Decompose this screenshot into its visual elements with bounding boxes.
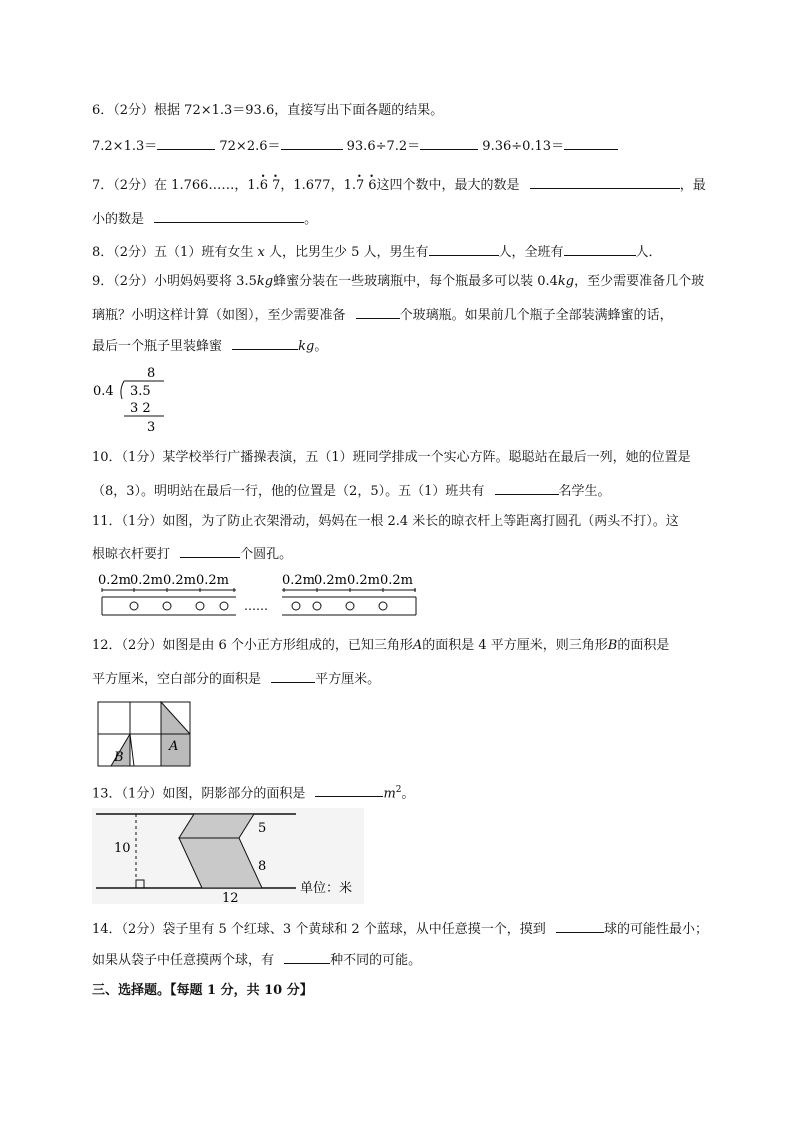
q13-text: 。: [401, 786, 415, 802]
unit-label: 单位：米: [300, 881, 353, 896]
dimension-line: [282, 588, 416, 592]
question-13: [92, 781, 415, 803]
q6-item-4: 9.36÷0.13＝: [482, 139, 565, 154]
question-12-line-2: [92, 669, 380, 689]
q11-text: 个圆孔。: [240, 547, 293, 562]
segment-label: 0.2m: [196, 573, 230, 588]
q12-text: 平方厘米，空白部分的面积是: [92, 672, 262, 687]
pole-right: [282, 597, 416, 615]
question-8: [92, 242, 662, 262]
answer-blank[interactable]: [356, 305, 400, 319]
q9-text: 蜂蜜分装在一些玻璃瓶中，每个瓶最多可以装 0.4: [273, 274, 558, 289]
q12-text: 12．（2分）如图是由 6 个小正方形组成的，已知三角形: [92, 638, 413, 653]
q12-text: 的面积是: [617, 638, 670, 653]
unit-m: m: [383, 786, 396, 802]
unit-kg: kg: [557, 274, 575, 289]
q14-text: 如果从袋子中任意摸两个球，有: [92, 953, 275, 968]
segment-label: 0.2m: [130, 573, 164, 588]
segment-label: 0.2m: [282, 573, 316, 588]
q7-text: 7．（2分）在 1.766……，1.: [92, 178, 260, 193]
q6-item-1: 7.2×1.3＝: [92, 139, 158, 154]
question-11-line-1: 11．（1分）如图，为了防止衣架滑动，妈妈在一根 2.4 米长的晾衣杆上等距离打圆孔（两头不打）。这: [92, 514, 679, 529]
squares-figure: [96, 700, 196, 770]
ellipsis: ……: [244, 599, 268, 613]
unit-kg: kg: [256, 274, 274, 289]
segment-label: 0.2m: [163, 573, 197, 588]
q7-text: 。: [304, 212, 318, 227]
question-11-line-2: [92, 544, 292, 564]
long-division-figure: [92, 364, 182, 438]
answer-blank[interactable]: [420, 136, 478, 150]
variable-x: x: [257, 245, 265, 260]
q14-text: 14．（2分）袋子里有 5 个红球、3 个黄球和 2 个蓝球，从中任意摸一个，摸到: [92, 922, 546, 937]
question-7-line-2: [92, 209, 317, 229]
label-middle: 8: [258, 859, 267, 874]
question-10-line-2: [92, 481, 611, 501]
q7-text: ，最: [679, 178, 706, 193]
unit-kg: kg: [298, 339, 315, 354]
answer-blank[interactable]: [154, 209, 304, 223]
answer-blank[interactable]: [180, 544, 240, 558]
question-6-items: [92, 136, 618, 156]
q6-item-3: 93.6÷7.2＝: [346, 139, 421, 154]
repeating-digit: • 7: [356, 178, 364, 193]
answer-blank[interactable]: [495, 481, 559, 495]
q14-text: 球的可能性最小；: [603, 922, 708, 937]
division-bracket: [121, 381, 124, 399]
question-6-stem: 6．（2分）根据 72×1.3＝93.6，直接写出下面各题的结果。: [92, 103, 444, 118]
question-12-line-1: [92, 637, 669, 655]
answer-blank[interactable]: [564, 136, 618, 150]
diagonal-line: [130, 734, 134, 766]
q9-text: 9．（2分）小明妈妈要将 3.5: [92, 274, 257, 289]
question-9-line-2: [92, 305, 673, 325]
answer-blank[interactable]: [232, 336, 298, 350]
q8-text: 人．: [635, 245, 662, 260]
segment-label: 0.2m: [380, 573, 414, 588]
q14-text: 种不同的可能。: [330, 953, 422, 968]
repeating-digit: • 6: [368, 178, 376, 193]
label-b: B: [114, 750, 124, 765]
question-14-line-2: [92, 950, 421, 970]
answer-blank[interactable]: [281, 136, 343, 150]
q8-text: 人，全班有: [498, 245, 564, 260]
superscript: 2: [395, 785, 402, 795]
q9-text: 璃瓶？小明这样计算（如图），至少需要准备: [92, 308, 346, 323]
label-base: 12: [222, 891, 239, 904]
question-9-line-3: [92, 336, 327, 356]
variable-b: B: [607, 638, 618, 653]
segment-label: 0.2m: [98, 573, 132, 588]
q7-text: ，1.677，1.: [280, 178, 356, 193]
label-top: 5: [258, 821, 267, 836]
q9-text: 最后一个瓶子里装蜂蜜: [92, 339, 223, 354]
segment-label: 0.2m: [314, 573, 348, 588]
division-product: 3 2: [130, 401, 151, 416]
dimension-line: [102, 588, 236, 592]
q6-item-2: 72×2.6＝: [219, 139, 281, 154]
division-remainder: 3: [147, 420, 156, 435]
answer-blank[interactable]: [530, 175, 680, 189]
segment-label: 0.2m: [347, 573, 381, 588]
q11-text: 根晾衣杆要打: [92, 547, 171, 562]
division-divisor: 0.4: [93, 384, 114, 399]
question-10-line-1: 10．（1分）某学校举行广播操表演，五（1）班同学排成一个实心方阵。聪聪站在最后一列，她的位置是: [92, 450, 691, 465]
label-height: 10: [114, 841, 131, 856]
division-quotient: 8: [147, 366, 156, 381]
q7-text: 小的数是: [92, 212, 145, 227]
q8-text: 8．（2分）五（1）班有女生: [92, 245, 254, 260]
q8-text: 人，比男生少 5 人，男生有: [268, 245, 429, 260]
q12-text: 的面积是 4 平方厘米，则三角形: [422, 638, 608, 653]
q9-text: 。: [314, 339, 328, 354]
parallelogram-figure: [92, 808, 364, 904]
variable-a: A: [412, 638, 423, 653]
q7-text: 这四个数中，最大的数是: [376, 178, 520, 193]
label-a: A: [169, 739, 179, 754]
answer-blank[interactable]: [284, 950, 330, 964]
q10-text: （8，3）。明明站在最后一行，他的位置是（2，5）。五（1）班共有: [92, 484, 485, 499]
q10-text: 名学生。: [558, 484, 611, 499]
answer-blank[interactable]: [157, 136, 215, 150]
q13-text: 13．（1分）如图，阴影部分的面积是: [92, 786, 306, 802]
repeating-digit: • 6: [260, 178, 268, 193]
q9-text: 个玻璃瓶。如果前几个瓶子全部装满蜂蜜的话，: [399, 308, 673, 323]
answer-blank[interactable]: [429, 242, 499, 256]
q12-text: 平方厘米。: [315, 672, 381, 687]
pole-left: [102, 597, 236, 615]
question-14-line-1: [92, 919, 708, 939]
answer-blank[interactable]: [564, 242, 636, 256]
answer-blank[interactable]: [556, 919, 604, 933]
question-7-line-1: [92, 175, 706, 195]
answer-blank[interactable]: [315, 783, 383, 797]
answer-blank[interactable]: [271, 669, 315, 683]
repeating-digit: • 7: [272, 178, 280, 193]
question-9-line-1: [92, 273, 704, 291]
division-dividend: 3.5: [130, 384, 151, 399]
clothes-pole-figure: [96, 570, 420, 622]
section-3-heading: 三、选择题。【每题 1 分，共 10 分】: [92, 983, 313, 998]
q9-text: ，至少需要准备几个玻: [574, 274, 705, 289]
